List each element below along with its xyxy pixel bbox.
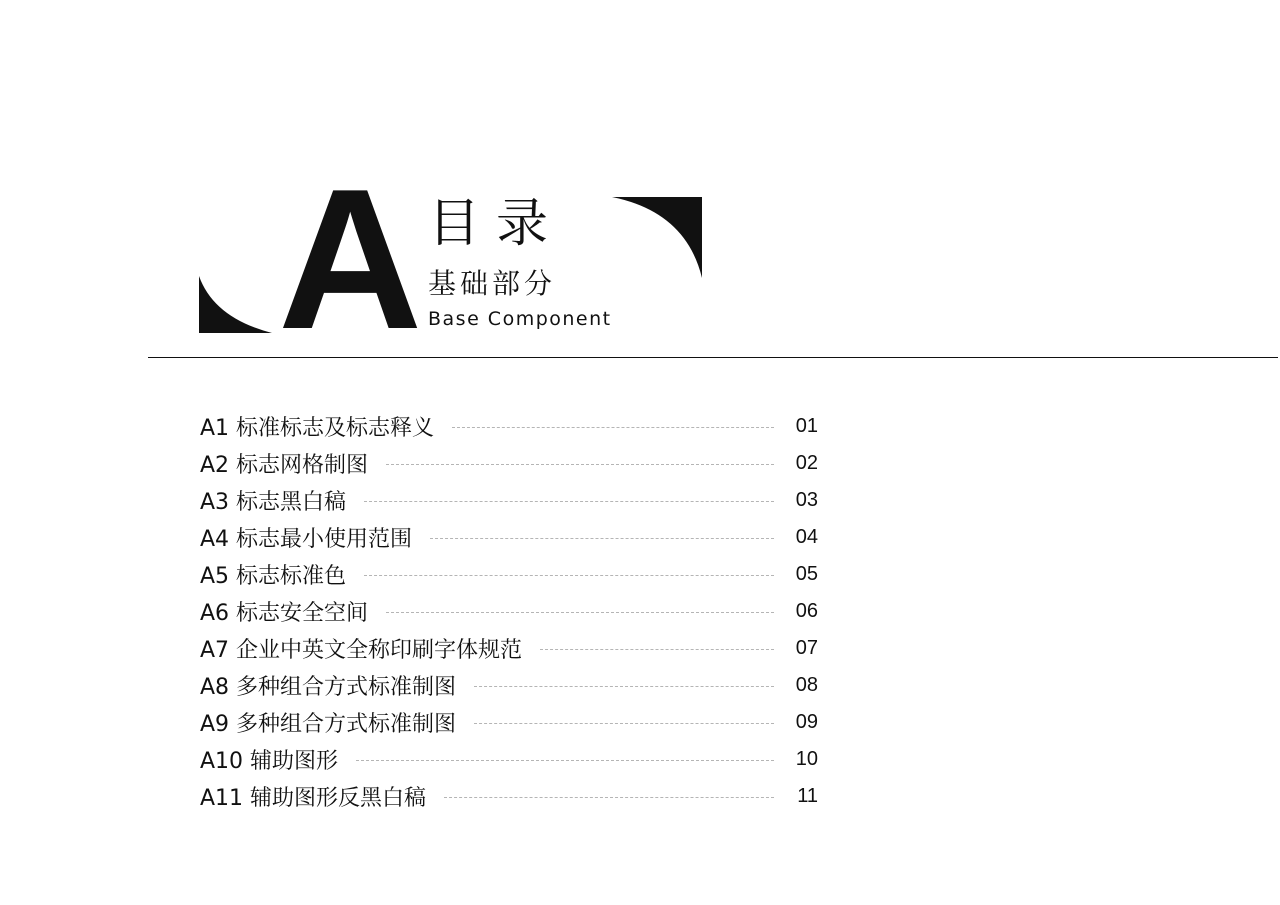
- page-subtitle: 基础部分: [428, 267, 557, 300]
- toc-item-page: 05: [795, 563, 818, 585]
- toc-item-label: A4 标志最小使用范围: [200, 527, 413, 552]
- toc-item-page: 10: [795, 748, 818, 770]
- toc-leader-line: [364, 501, 774, 502]
- toc-item-label: A10 辅助图形: [200, 749, 339, 774]
- toc-item[interactable]: [200, 445, 840, 482]
- toc-item[interactable]: [200, 593, 840, 630]
- toc-leader-line: [474, 723, 774, 724]
- toc-item-label: A8 多种组合方式标准制图: [200, 675, 457, 700]
- page-title: 目录: [428, 194, 565, 254]
- toc-leader-line: [386, 612, 774, 613]
- toc-item-page: 04: [795, 526, 818, 548]
- toc-item[interactable]: [200, 482, 840, 519]
- page-subtitle-en: Base Component: [428, 308, 612, 330]
- toc-item-label: A5 标志标准色: [200, 564, 347, 589]
- toc-leader-line: [364, 575, 774, 576]
- toc-item[interactable]: [200, 519, 840, 556]
- toc-item-page: 03: [795, 489, 818, 511]
- toc-item-page: 06: [795, 600, 818, 622]
- table-of-contents: [200, 408, 840, 815]
- section-header: [0, 0, 1280, 371]
- toc-item-label: A11 辅助图形反黑白稿: [200, 786, 427, 811]
- toc-item-page: 02: [795, 452, 818, 474]
- toc-item[interactable]: [200, 778, 840, 815]
- toc-item-page: 08: [795, 674, 818, 696]
- toc-item-label: A6 标志安全空间: [200, 601, 369, 626]
- toc-item-page: 09: [795, 711, 818, 733]
- toc-item-page: 01: [795, 415, 818, 437]
- toc-leader-line: [452, 427, 774, 428]
- toc-item-page: 11: [797, 785, 818, 807]
- toc-leader-line: [430, 538, 774, 539]
- toc-leader-line: [444, 797, 774, 798]
- toc-item[interactable]: [200, 667, 840, 704]
- corner-decoration: [0, 0, 1280, 371]
- toc-item-label: A2 标志网格制图: [200, 453, 369, 478]
- toc-item[interactable]: [200, 704, 840, 741]
- toc-leader-line: [386, 464, 774, 465]
- toc-item-label: A7 企业中英文全称印刷字体规范: [200, 638, 523, 663]
- toc-leader-line: [356, 760, 774, 761]
- toc-item[interactable]: [200, 408, 840, 445]
- toc-leader-line: [474, 686, 774, 687]
- header-divider: [148, 357, 1278, 358]
- toc-item[interactable]: [200, 741, 840, 778]
- toc-item-label: A1 标准标志及标志释义: [200, 416, 435, 441]
- toc-item-label: A9 多种组合方式标准制图: [200, 712, 457, 737]
- toc-item-page: 07: [795, 637, 818, 659]
- toc-item-label: A3 标志黑白稿: [200, 490, 347, 515]
- toc-leader-line: [540, 649, 774, 650]
- section-letter: A: [278, 148, 423, 371]
- toc-item[interactable]: [200, 556, 840, 593]
- toc-item[interactable]: [200, 630, 840, 667]
